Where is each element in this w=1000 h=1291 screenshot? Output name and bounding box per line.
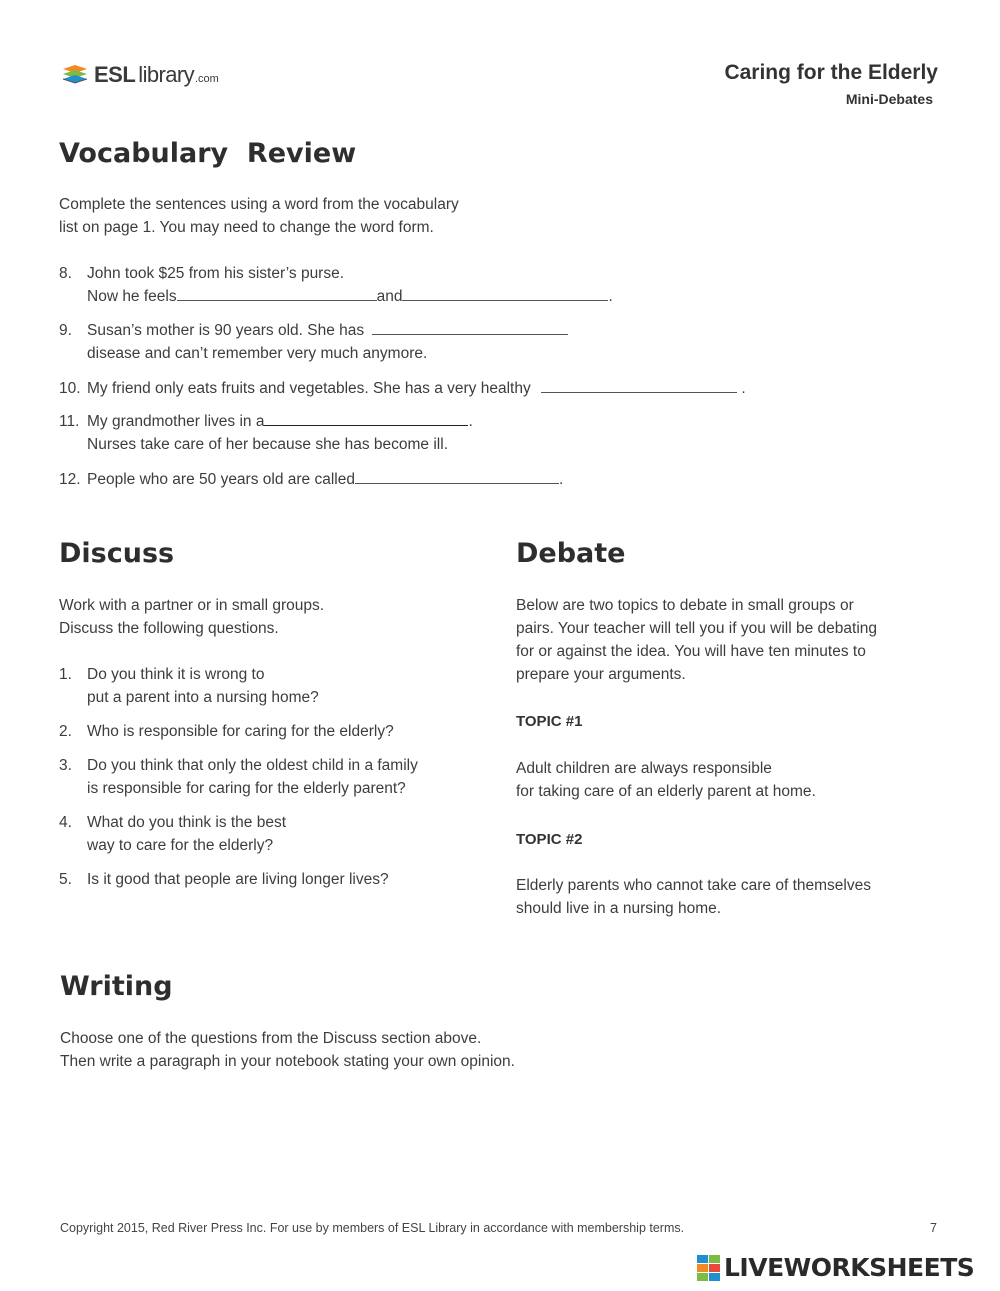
vocab-item-text: My grandmother lives in a xyxy=(87,413,265,430)
logo-text-esl: ESL xyxy=(94,62,136,87)
vocab-item-number: 11. xyxy=(59,413,80,430)
topic-2-line2: should live in a nursing home. xyxy=(516,900,722,917)
discuss-heading: Discuss xyxy=(59,538,175,569)
document-title: Caring for the Elderly xyxy=(724,61,938,84)
vocab-item-text: disease and can’t remember very much anymore. xyxy=(87,345,428,362)
debate-instructions xyxy=(516,594,877,686)
writing-instructions xyxy=(60,1027,515,1073)
topic-1-line2: for taking care of an elderly parent at home. xyxy=(516,783,816,800)
topic-1-line1: Adult children are always responsible xyxy=(516,760,772,777)
writing-heading: Writing xyxy=(60,971,173,1002)
discuss-item-3 xyxy=(59,754,418,800)
liveworksheets-blocks-icon xyxy=(697,1255,721,1281)
logo-text-com: .com xyxy=(195,73,219,85)
topic-2-line1: Elderly parents who cannot take care of themselves xyxy=(516,877,871,894)
book-stack-icon xyxy=(60,60,90,90)
discuss-item-4 xyxy=(59,811,286,857)
debate-instructions-line1: Below are two topics to debate in small groups or xyxy=(516,597,854,614)
vocab-item-10 xyxy=(59,377,746,400)
document-subtitle: Mini-Debates xyxy=(845,91,933,107)
vocab-item-text: Now he feels xyxy=(87,288,177,305)
vocabulary-heading: Vocabulary Review xyxy=(59,138,357,169)
discuss-item-number: 1. xyxy=(59,666,72,683)
page-number: 7 xyxy=(930,1221,937,1235)
vocabulary-instructions xyxy=(59,193,459,239)
discuss-item-5 xyxy=(59,868,389,891)
discuss-item-text: Is it good that people are living longer lives? xyxy=(87,871,389,888)
writing-instructions-line2: Then write a paragraph in your notebook stating your own opinion. xyxy=(60,1053,515,1070)
discuss-item-text: Who is responsible for caring for the elderly? xyxy=(87,723,394,740)
answer-blank[interactable] xyxy=(402,285,608,301)
vocab-item-punctuation: . xyxy=(608,288,613,305)
discuss-item-number: 2. xyxy=(59,723,72,740)
logo-text-library: library xyxy=(138,62,194,87)
vocab-item-number: 12. xyxy=(59,471,81,488)
vocab-item-text: My friend only eats fruits and vegetables. She has a very healthy xyxy=(87,380,531,397)
discuss-item-text: Do you think that only the oldest child in a family xyxy=(87,757,418,774)
vocab-item-text: and xyxy=(376,288,403,305)
answer-blank[interactable] xyxy=(264,410,468,426)
vocabulary-instructions-line1: Complete the sentences using a word from the vocabulary xyxy=(59,196,459,213)
vocab-item-number: 10. xyxy=(59,380,81,397)
answer-blank[interactable] xyxy=(541,377,737,393)
vocab-item-punctuation: . xyxy=(741,380,746,397)
topic-1-label: TOPIC #1 xyxy=(516,713,583,730)
vocab-item-text: Susan’s mother is 90 years old. She has xyxy=(87,322,365,339)
topic-1-statement xyxy=(516,757,816,803)
discuss-instructions-line1: Work with a partner or in small groups. xyxy=(59,597,325,614)
vocab-item-12 xyxy=(59,468,563,491)
discuss-item-2 xyxy=(59,720,394,743)
discuss-item-number: 3. xyxy=(59,757,72,774)
discuss-instructions-line2: Discuss the following questions. xyxy=(59,620,279,637)
discuss-item-number: 5. xyxy=(59,871,72,888)
liveworksheets-brand xyxy=(697,1253,974,1282)
discuss-item-text: put a parent into a nursing home? xyxy=(87,689,319,706)
discuss-instructions xyxy=(59,594,324,640)
vocab-item-8 xyxy=(59,262,613,308)
vocab-item-punctuation: . xyxy=(468,413,473,430)
discuss-item-text: What do you think is the best xyxy=(87,814,287,831)
vocab-item-9 xyxy=(59,319,568,365)
answer-blank[interactable] xyxy=(355,468,559,484)
vocab-item-text: People who are 50 years old are called xyxy=(87,471,355,488)
liveworksheets-text: LIVEWORKSHEETS xyxy=(724,1253,975,1282)
discuss-item-text: Do you think it is wrong to xyxy=(87,666,265,683)
discuss-item-text: way to care for the elderly? xyxy=(87,837,274,854)
copyright-notice: Copyright 2015, Red River Press Inc. For use by members of ESL Library in accordance with membership terms. xyxy=(60,1221,685,1235)
answer-blank[interactable] xyxy=(372,319,568,335)
topic-2-statement xyxy=(516,874,871,920)
vocab-item-punctuation: . xyxy=(558,471,564,488)
discuss-item-number: 4. xyxy=(59,814,72,831)
writing-instructions-line1: Choose one of the questions from the Discuss section above. xyxy=(60,1030,482,1047)
topic-2-label: TOPIC #2 xyxy=(516,831,583,848)
discuss-item-1 xyxy=(59,663,319,709)
vocab-item-number: 9. xyxy=(59,322,72,339)
vocab-item-text: John took $25 from his sister’s purse. xyxy=(87,265,345,282)
answer-blank[interactable] xyxy=(177,285,377,301)
esl-library-logo xyxy=(60,58,219,92)
debate-instructions-line3: for or against the idea. You will have ten minutes to xyxy=(516,643,866,660)
debate-heading: Debate xyxy=(516,538,626,569)
discuss-item-text: is responsible for caring for the elderly parent? xyxy=(87,780,406,797)
vocabulary-instructions-line2: list on page 1. You may need to change the word form. xyxy=(59,219,434,236)
debate-instructions-line2: pairs. Your teacher will tell you if you will be debating xyxy=(516,620,878,637)
vocab-item-text: Nurses take care of her because she has become ill. xyxy=(87,436,448,453)
vocab-item-11 xyxy=(59,410,473,456)
vocab-item-number: 8. xyxy=(59,265,72,282)
debate-instructions-line4: prepare your arguments. xyxy=(516,666,686,683)
